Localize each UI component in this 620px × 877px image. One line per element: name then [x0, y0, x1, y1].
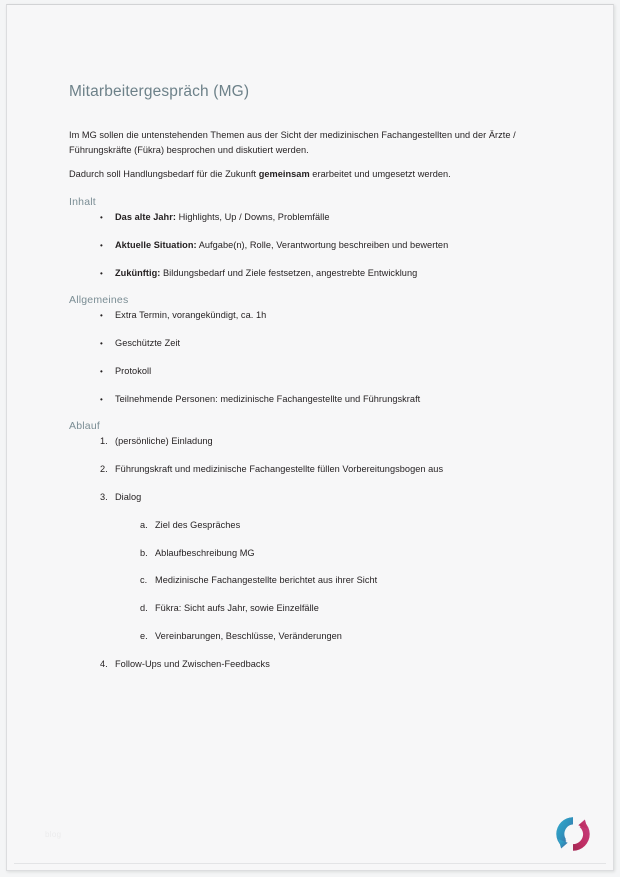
list-item-text: Protokoll [115, 366, 152, 377]
list-item-label: Zukünftig: [115, 268, 161, 278]
list-item [69, 658, 563, 671]
list-item [69, 519, 563, 532]
list-marker: d. [140, 603, 148, 614]
document-page [6, 4, 614, 871]
page-surface [7, 5, 613, 870]
footer-divider [14, 863, 606, 864]
intro-paragraph-2-emphasis: gemeinsam [258, 169, 310, 180]
allgemeines-list [69, 309, 563, 406]
list-item-label: Aktuelle Situation: [115, 240, 197, 251]
list-item [69, 547, 563, 560]
list-item-text: Teilnehmende Personen: medizinische Fachangestellte und Führungskraft [115, 393, 421, 404]
bullet-icon: • [100, 241, 103, 251]
list-marker: 4. [100, 658, 108, 669]
list-marker: e. [140, 631, 148, 642]
list-item [69, 435, 563, 448]
list-item-text: Ablaufbeschreibung MG [155, 547, 255, 558]
watermark-text: blog [45, 830, 62, 839]
list-item-text: Medizinische Fachangestellte berichtet aus ihrer Sicht [155, 575, 378, 586]
list-item [69, 337, 563, 350]
list-item-text: Highlights, Up / Downs, Problemfälle [175, 212, 330, 223]
list-item [69, 267, 563, 280]
list-item [69, 309, 563, 322]
bullet-icon: • [100, 269, 103, 278]
list-item-label: Das alte Jahr: [115, 212, 176, 223]
list-item-text: Fükra: Sicht aufs Jahr, sowie Einzelfälle [155, 603, 319, 614]
list-item-text: Follow-Ups und Zwischen-Feedbacks [115, 658, 270, 669]
list-item-text: Extra Termin, vorangekündigt, ca. 1h [115, 310, 267, 321]
list-item [69, 463, 563, 476]
page-title: Mitarbeitergespräch (MG) [69, 83, 250, 100]
list-item-text: Führungskraft und medizinische Fachangestellte füllen Vorbereitungsbogen aus [115, 464, 444, 475]
list-item [69, 630, 563, 643]
intro-paragraph-2-pre: Dadurch soll Handlungsbedarf für die Zukunft [69, 169, 259, 180]
intro-paragraph-1-text: Im MG sollen die untenstehenden Themen aus der Sicht der medizinischen Fachangestellten und der Ärzte / Führungskräfte (Fükra) besprochen und diskutiert werden. [69, 129, 516, 155]
list-item-text: Vereinbarungen, Beschlüsse, Veränderungen [155, 631, 342, 642]
bullet-icon: • [100, 367, 103, 377]
bullet-icon: • [100, 311, 103, 321]
ablauf-list-continued [69, 658, 563, 671]
ablauf-list [69, 435, 563, 504]
list-item [69, 574, 563, 587]
list-marker: 2. [100, 464, 108, 475]
intro-paragraph-2 [69, 167, 563, 182]
inhalt-list [69, 211, 563, 280]
list-marker: 3. [100, 491, 108, 502]
list-item-text: Aufgabe(n), Rolle, Verantwortung beschreiben und bewerten [196, 240, 449, 251]
list-item [69, 602, 563, 615]
ablauf-sublist [69, 519, 563, 644]
circular-arrows-logo [551, 812, 595, 856]
list-item-text: Dialog [115, 491, 142, 502]
list-marker: a. [140, 519, 148, 530]
list-item [69, 491, 563, 504]
section-heading-allgemeines: Allgemeines [69, 294, 129, 307]
section-heading-inhalt: Inhalt [69, 196, 96, 209]
bullet-icon: • [100, 213, 103, 223]
list-item-text: Bildungsbedarf und Ziele festsetzen, angestrebte Entwicklung [160, 268, 418, 278]
list-item [69, 365, 563, 378]
list-item [69, 393, 563, 406]
list-item-text: Ziel des Gespräches [155, 519, 241, 530]
bullet-icon: • [100, 394, 103, 404]
document-content [69, 83, 563, 671]
list-item-text: (persönliche) Einladung [115, 436, 213, 447]
list-marker: 1. [100, 436, 108, 447]
list-marker: b. [140, 547, 148, 558]
bullet-icon: • [100, 339, 103, 349]
section-heading-ablauf: Ablauf [69, 420, 100, 433]
intro-paragraph-1 [69, 128, 563, 158]
list-item [69, 239, 563, 252]
list-item [69, 211, 563, 224]
list-marker: c. [140, 575, 148, 586]
list-item-text: Geschützte Zeit [115, 338, 181, 349]
intro-paragraph-2-post: erarbeitet und umgesetzt werden. [309, 169, 451, 180]
